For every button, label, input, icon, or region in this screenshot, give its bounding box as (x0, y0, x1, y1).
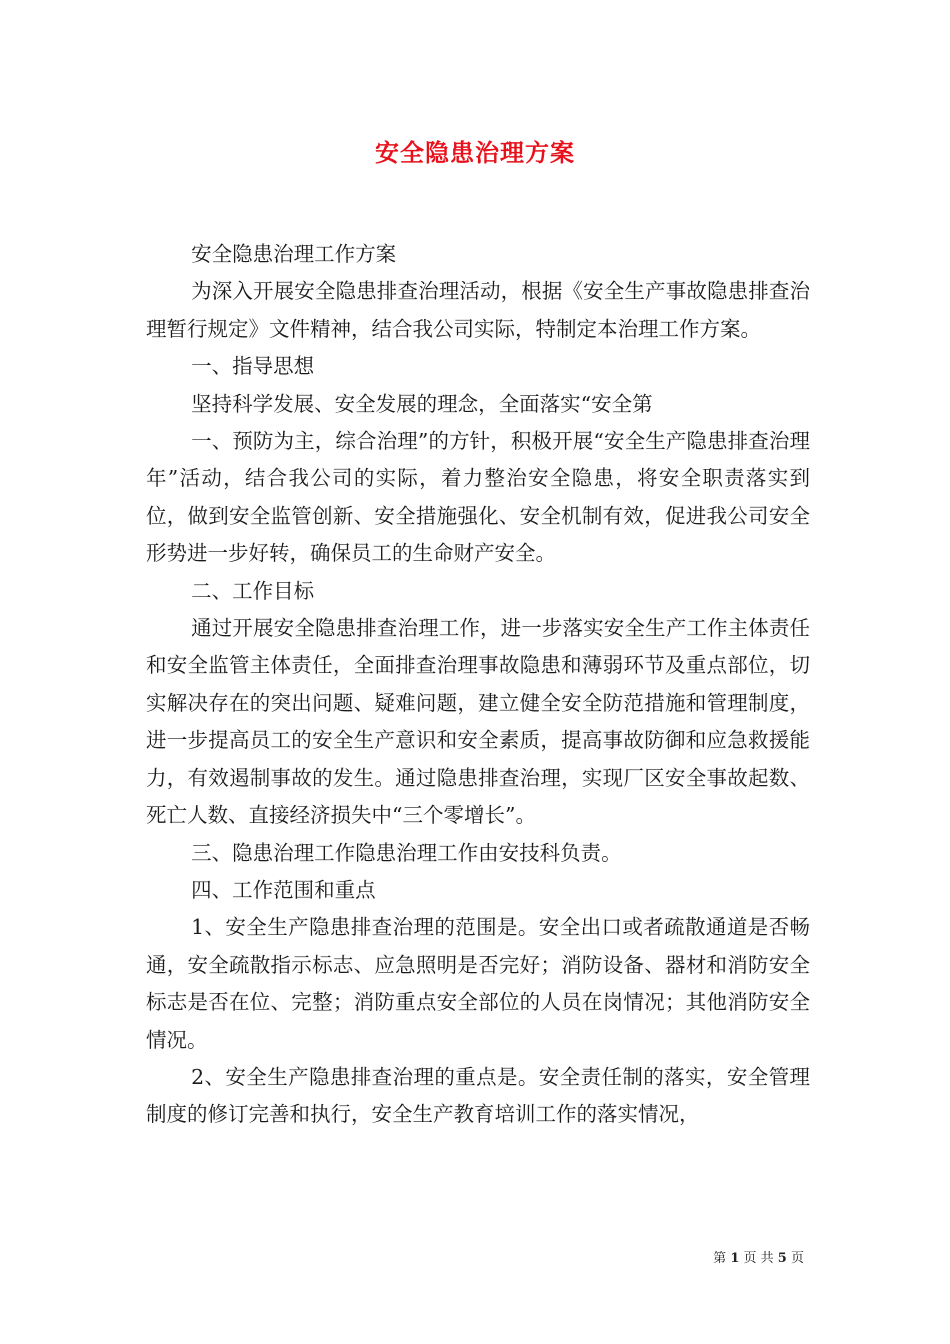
paragraph-guiding-ideology-1: 坚持科学发展、安全发展的理念，全面落实“安全第 (191, 391, 653, 416)
paragraph-intro: 为深入开展安全隐患排查治理活动，根据《安全生产事故隐患排查治理暂行规定》文件精神，结合我公司实际，特制定本治理工作方案。 (146, 279, 810, 341)
footer-middle: 页 共 (743, 1251, 774, 1266)
paragraph-guiding-ideology-2: 一、预防为主，综合治理”的方针，积极开展“安全生产隐患排查治理年”活动，结合我公司的实际，着力整治安全隐患，将安全职责落实到位，做到安全监管创新、安全措施强化、安全机制有效，促进我公司安全形势进一步好转，确保员工的生命财产安全。 (146, 429, 810, 566)
document-subtitle: 安全隐患治理工作方案 (191, 242, 397, 266)
document-body (146, 236, 810, 1134)
footer-suffix: 页 (790, 1251, 804, 1266)
paragraph-scope-2: 2、安全生产隐患排查治理的重点是。安全责任制的落实，安全管理制度的修订完善和执行，安全生产教育培训工作的落实情况， (146, 1064, 810, 1127)
page-number-footer (713, 1247, 804, 1266)
section-heading-scope: 四、工作范围和重点 (191, 877, 376, 902)
document-title: 安全隐患治理方案 (375, 138, 575, 167)
section-heading-responsibility: 三、隐患治理工作隐患治理工作由安技科负责。 (191, 840, 622, 865)
section-heading-work-goals: 二、工作目标 (191, 578, 315, 603)
footer-current-page: 1 (730, 1251, 740, 1266)
section-heading-guiding-ideology: 一、指导思想 (191, 354, 315, 379)
paragraph-work-goals: 通过开展安全隐患排查治理工作，进一步落实安全生产工作主体责任和安全监管主体责任，全面排查治理事故隐患和薄弱环节及重点部位，切实解决存在的突出问题、疑难问题，建立健全安全防范措施和管理制度，进一步提高员工的安全生产意识和安全素质，提高事故防御和应急救援能力，有效遏制事故的发生。通过隐患排查治理，实现厂区安全事故起数、死亡人数、直接经济损失中“三个零增长”。 (146, 616, 810, 828)
footer-prefix: 第 (713, 1251, 727, 1266)
paragraph-scope-1: 1、安全生产隐患排查治理的范围是。安全出口或者疏散通道是否畅通，安全疏散指示标志、应急照明是否完好；消防设备、器材和消防安全标志是否在位、完整；消防重点安全部位的人员在岗情况；其他消防安全情况。 (146, 915, 810, 1052)
footer-total-pages: 5 (777, 1251, 787, 1266)
